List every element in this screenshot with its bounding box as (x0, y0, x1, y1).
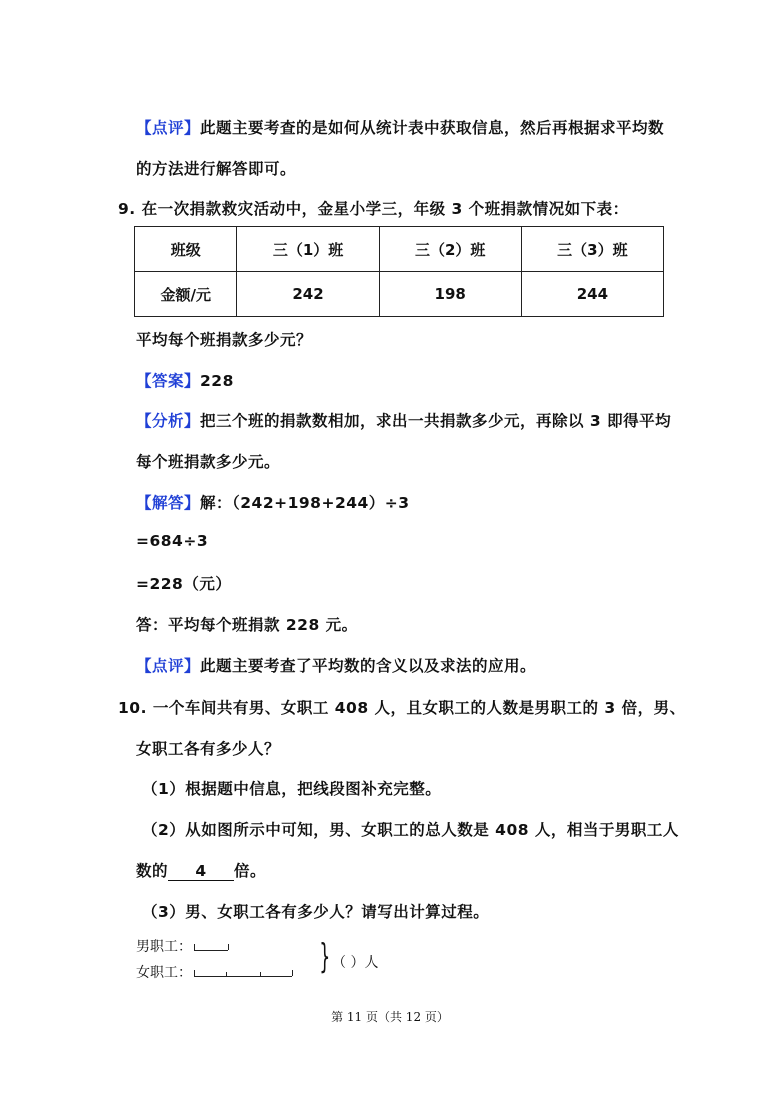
table-header-cell: 三（3）班 (521, 227, 663, 272)
table-header-cell: 三（1）班 (237, 227, 379, 272)
question-10-part-3: （3）男、女职工各有多少人？请写出计算过程。 (142, 903, 490, 921)
question-10-part-1: （1）根据题中信息，把线段图补充完整。 (142, 780, 442, 798)
table-header-cell: 班级 (135, 227, 237, 272)
table-cell: 198 (379, 272, 521, 317)
question-10 (118, 696, 686, 718)
question-text: 在一次捐款救灾活动中，金星小学三，年级 3 个班捐款情况如下表： (141, 200, 629, 218)
segment-tick (226, 972, 227, 976)
part-2-suffix: 倍。 (234, 862, 267, 880)
table-cell: 244 (521, 272, 663, 317)
segment-tick (292, 970, 293, 976)
segment-tick (228, 944, 229, 950)
part-2-prefix: 数的 (136, 862, 169, 880)
male-segment (194, 944, 228, 951)
analysis-tag: 【分析】 (136, 412, 201, 430)
question-9-prompt: 平均每个班捐款多少元？ (136, 331, 313, 349)
remark-tag: 【点评】 (136, 119, 201, 137)
solution-step-1: =684÷3 (136, 532, 209, 550)
table-header-cell: 三（2）班 (379, 227, 521, 272)
question-10-part-2-cont (136, 859, 266, 881)
solution-line-1 (136, 491, 410, 513)
solution-final: 答：平均每个班捐款 228 元。 (136, 616, 358, 634)
analysis-text: 把三个班的捐款数相加，求出一共捐款多少元，再除以 3 即得平均 (200, 412, 672, 430)
remark-text: 此题主要考查了平均数的含义以及求法的应用。 (200, 657, 537, 675)
solution-tag: 【解答】 (136, 494, 201, 512)
table-row-label: 金额/元 (135, 272, 237, 317)
solution-text: 解：（242+198+244）÷3 (200, 494, 410, 512)
remark-line-q9 (136, 654, 536, 676)
brace-icon: } (319, 937, 331, 977)
donation-table (134, 226, 664, 317)
analysis-line-1 (136, 409, 671, 431)
remark-line-2: 的方法进行解答即可。 (136, 160, 297, 178)
segment-tick (260, 972, 261, 976)
answer-line (136, 369, 234, 391)
remark-tag: 【点评】 (136, 657, 201, 675)
analysis-line-2: 每个班捐款多少元。 (136, 453, 281, 471)
question-text: 一个车间共有男、女职工 408 人，且女职工的人数是男职工的 3 倍，男、 (152, 699, 686, 717)
answer-tag: 【答案】 (136, 372, 201, 390)
table-row (135, 272, 664, 317)
total-label: （ ）人 (332, 955, 379, 971)
solution-step-2: =228（元） (136, 575, 232, 593)
male-label: 男职工： (136, 939, 192, 955)
question-number: 10. (118, 699, 147, 717)
page-footer: 第 11 页（共 12 页） (331, 1010, 449, 1024)
question-10-cont: 女职工各有多少人？ (136, 740, 281, 758)
answer-value: 228 (200, 372, 234, 390)
question-number: 9. (118, 200, 136, 218)
female-segment (194, 970, 292, 977)
question-9 (118, 197, 629, 219)
segment-diagram (136, 936, 416, 986)
table-cell: 242 (237, 272, 379, 317)
remark-text: 此题主要考查的是如何从统计表中获取信息，然后再根据求平均数 (200, 119, 665, 137)
answer-blank: 4 (168, 862, 234, 881)
question-10-part-2: （2）从如图所示中可知，男、女职工的总人数是 408 人，相当于男职工人 (142, 821, 679, 839)
remark-line-1 (136, 116, 664, 138)
table-header-row (135, 227, 664, 272)
female-label: 女职工： (136, 965, 192, 981)
